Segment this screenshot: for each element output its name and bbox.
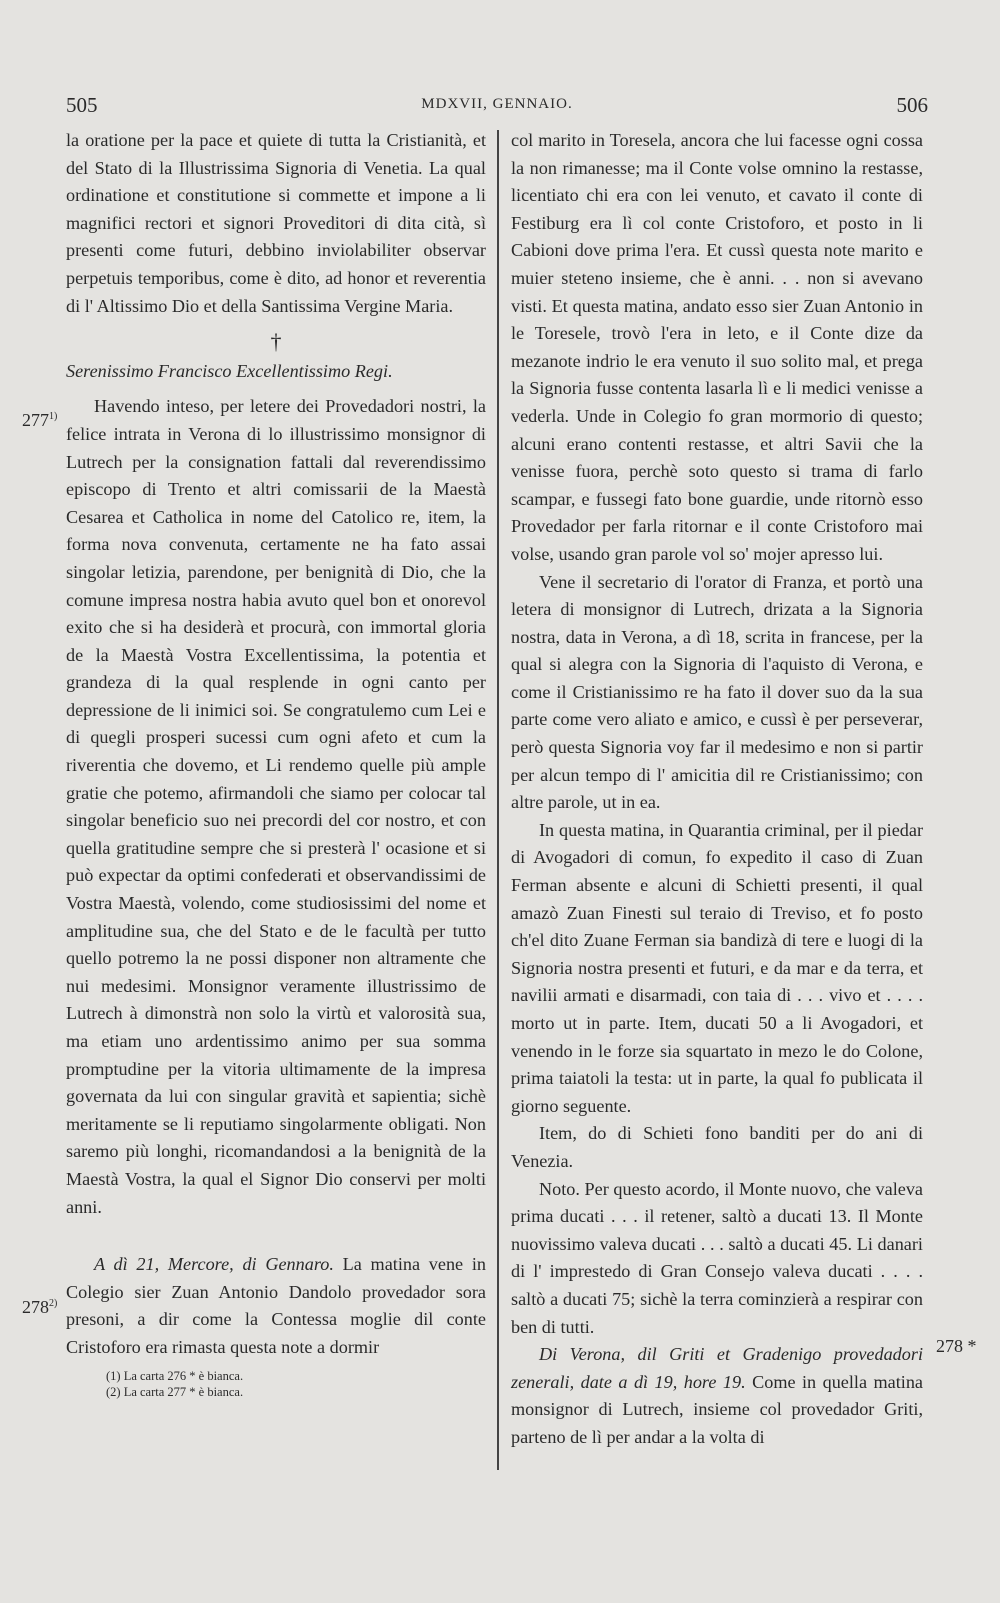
letter-heading: Serenissimo Francisco Excellentissimo Regi. bbox=[66, 360, 393, 381]
page-number-left: 505 bbox=[66, 93, 98, 117]
running-header bbox=[66, 93, 928, 117]
right-paragraph-1: col marito in Toresela, ancora che lui facesse ogni cossa la non rimanesse; ma il Conte volse omnino la restasse, licentiato chi era con lei venuto, et cavato il conte di Festiburg era lì col conte Cristoforo, et posto in li Cabioni dove prima l'era. Et cussì questa note marito e muier steteno insieme, che è anni. . . non si avevano visti. Et questa matina, andato esso sier Zuan Antonio in le Toresele, trovò l'era in leto, e il Conte dize da mezanote indrio le era venuto il suo solito mal, et prega la Signoria fusse contenta lasarla lì e li medici venisse a vederla. Unde in Colegio fo gran mormorio di questo; alcuni erano contenti restasse, et altri Savii che la venisse fuora, perchè soto questo si trama di farlo scampar, e fussegi fato bone guardie, unde ritornò esso Provedador per farla ritornar e il conte Cristoforo mai volse, usando gran parole vol so' mojer apresso lui. bbox=[511, 130, 923, 564]
right-column bbox=[511, 127, 923, 1452]
margin-note-278: 278$^{2)}$ bbox=[22, 1297, 58, 1317]
footnote-2: (2) La carta 277 * è bianca. bbox=[106, 1384, 244, 1399]
right-paragraph-4: Item, do di Schieti fono banditi per do ani di Venezia. bbox=[511, 1123, 923, 1171]
left-paragraph-3-text: La matina vene in Colegio sier Zuan Antonio Dandolo provedador sora presoni, a dir come la Contessa moglie dil conte Cristoforo era rimasta questa note a dormir bbox=[66, 1254, 487, 1357]
footnote-1: (1) La carta 276 * è bianca. bbox=[106, 1368, 244, 1383]
right-paragraph-5: Noto. Per questo acordo, il Monte nuovo, che valeva prima ducati . . . il retener, saltò a ducati 13. Il Monte nuovissimo valeva ducati . . . saltò a ducati 45. Li danari di l' imprestedo di Gran Consejo valeva ducati . . . . saltò a ducati 75; sichè la terra cominzierà a respirar con ben di tutti. bbox=[511, 1178, 923, 1337]
left-paragraph-2: Havendo inteso, per letere dei Provedadori nostri, la felice intrata in Verona di lo illustrissimo monsignor di Lutrech per la consignation fattali dal reverendissimo episcopo di Trento et altri comissarii de la Maestà Cesarea et Catholica in nome del Catolico re, item, la forma nova convenuta, certamente ne ha fato assai singolar letizia, parendone, per benignità di Dio, che la comune impresa nostra habia avuto quel bon et onorevol exito che si ha desiderà et procurà, con immortal gloria de la Maestà Vostra Excellentissima, la potentia et grandeza di la qual resplende in ogni canto per depressione de li inimici soi. Se congratulemo cum Lei e di quegli prosperi sucessi cum ogni afeto et cum la riverentia che dovemo, et Li rendemo quelle più ample gratie che potemo, afirmandoli che siamo per colocar tal singolar beneficio suo nei precordi del cor nostro, et con quella gratitudine sempre che si presterà l' ocasione et si può expectar da optimi confederati et observandissimi de Vostra Maestà, volendo, come studiosissimi del nome et amplitudine sua, che del Stato e de le facultà per tutto quello potremo la ne possi disponer non altramente che nui medesimi. Monsignor veramente illustrissimo de Lutrech à dimonstrà non solo la virtù et valorosità sua, ma etiam uno ardentissimo animo per sua somma promptudine per la vitoria ultimamente de la impresa governata da lui con singular gravità et sapientia; sichè meritamente se li reputiamo singolarmente obligati. Non saremo più longhi, ricomandandosi a la benignità de la Maestà Vostra, la qual el Signor Dio conservi per molti anni. bbox=[66, 396, 486, 1217]
footnotes bbox=[66, 1368, 486, 1400]
page-number-right: 506 bbox=[896, 93, 928, 117]
date-heading: A dì 21, Mercore, di Gennaro. bbox=[94, 1254, 334, 1275]
cross-symbol: † bbox=[270, 329, 282, 355]
left-paragraph-1: la oratione per la pace et quiete di tutta la Cristianità, et del Stato di la Illustrissima Signoria di Venetia. La qual ordinatione et constitutione si commette et impone a li magnifici rectori et signori Proveditori di dita cità, sì presenti come futuri, debbino inviolabiliter observar perpetuis temporibus, come è dito, ad honor et reverentia di l' Altissimo Dio et della Santissima Vergine Maria. bbox=[66, 130, 486, 316]
right-paragraph-6 bbox=[511, 1341, 923, 1451]
right-paragraph-6-text: Come in quella matina monsignor di Lutrech, insieme col provedador Griti, parteno de lì per andar a la volta di bbox=[511, 1371, 924, 1447]
running-title: MDXVII, GENNAIO. bbox=[421, 96, 573, 112]
right-paragraph-2: Vene il secretario di l'orator di Franza, et portò una letera di monsignor di Lutrech, drizata a la Signoria nostra, data in Verona, a dì 18, scrita in francese, per la qual si alegra con la Signoria di l'aquisto di Verona, e come il Cristianissimo re ha fato il dover suo da la sua parte come vero aliato e amico, e cussì è per perseverar, però questa Signoria voy far il medesimo e non si partir per alcun tempo di l' amicitia dil re Cristianissimo; con altre parole, ut in ea. bbox=[511, 571, 923, 813]
margin-note-277: 277$^{1)}$ bbox=[22, 410, 58, 430]
column-divider bbox=[497, 130, 499, 1470]
dispatch-heading: Di Verona, dil Griti et Gradenigo provedadori zenerali, date a dì 19, hore 19. bbox=[511, 1344, 923, 1392]
margin-note-278-star: 278 * bbox=[936, 1336, 977, 1356]
left-column bbox=[66, 127, 486, 1400]
left-paragraph-3 bbox=[66, 1251, 486, 1361]
right-paragraph-3: In questa matina, in Quarantia criminal, per il piedar di Avogadori di comun, fo expedito il caso di Zuan Ferman absente e alcuni di Schietti presenti, il qual amazò Zuan Finesti sul teraio di Treviso, et fo posto ch'el dito Zuane Ferman sia bandizà di tere e luogi di la Signoria nostra presenti et futuri, e da mar e da terra, et navilii armati e disarmadi, con taia di . . . vivo et . . . . morto ut in parte. Item, ducati 50 a li Avogadori, et venendo in le forze sia squartato in mezo le do Colone, prima taiatoli la testa: ut in parte, la qual fo publicata il giorno seguente. bbox=[511, 819, 923, 1116]
